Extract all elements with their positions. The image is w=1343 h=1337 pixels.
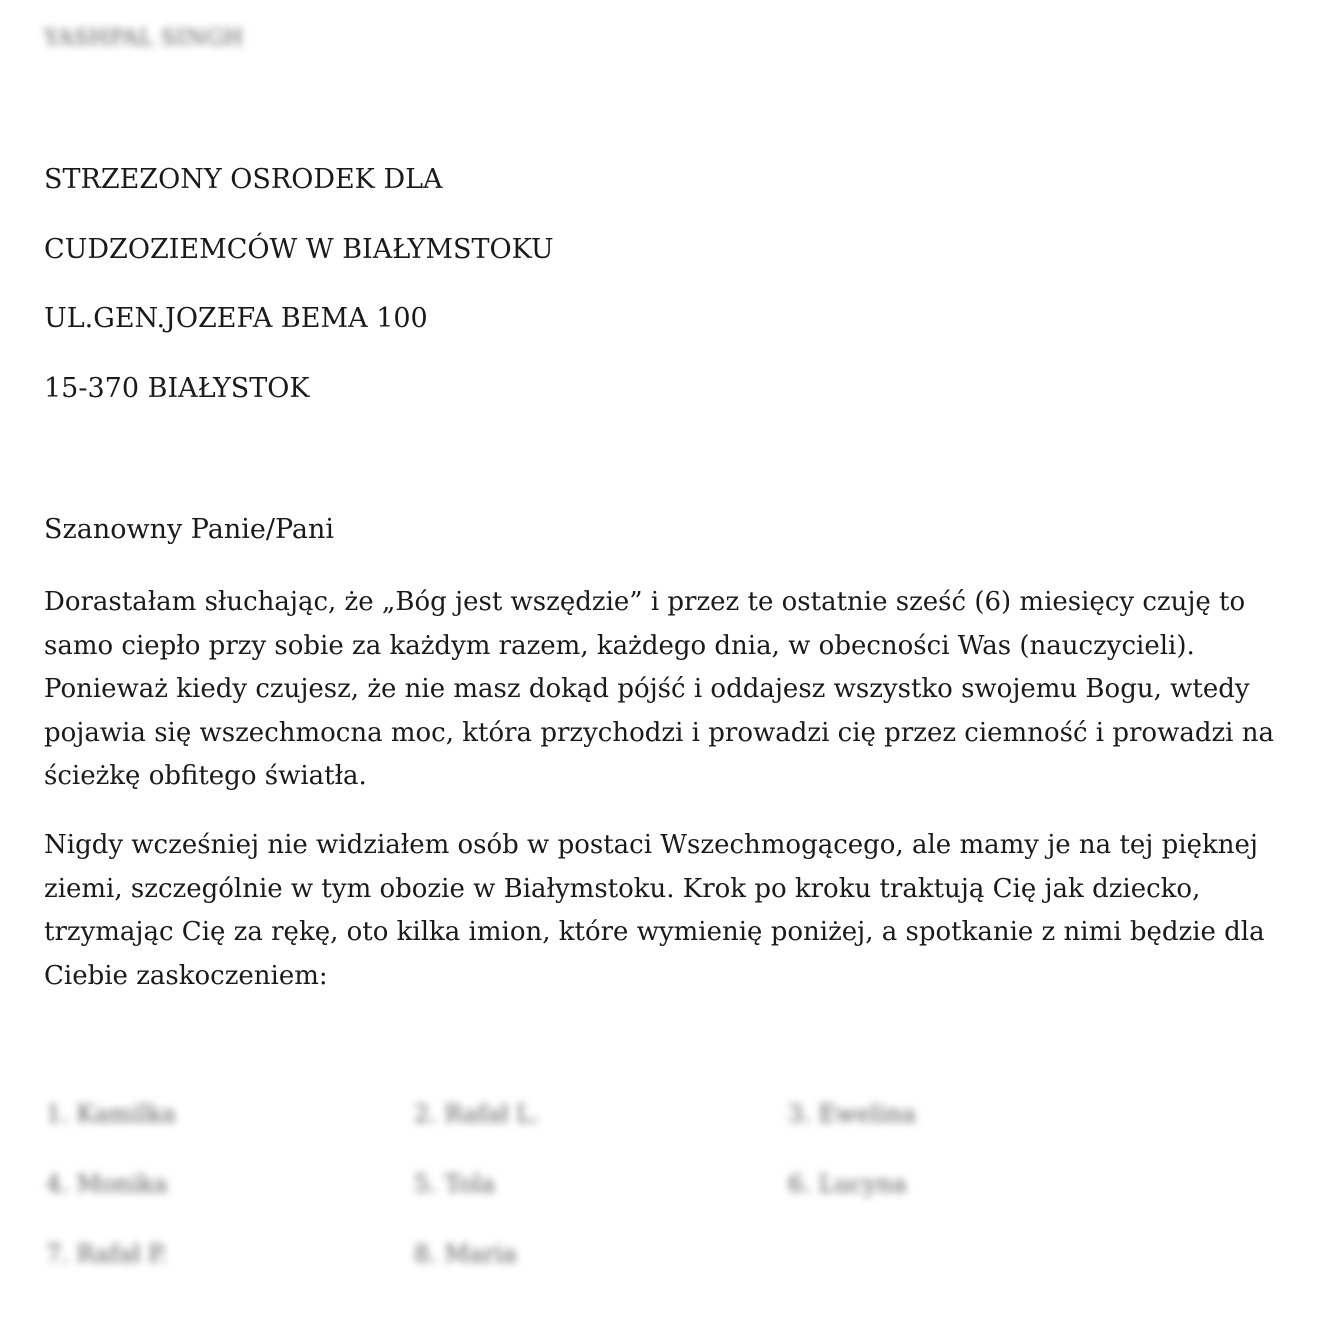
body-paragraph-1: Dorastałam słuchając, że „Bóg jest wszędzie” i przez te ostatnie sześć (6) miesięcy czuję to samo ciepło przy sobie za każdym razem, każdego dnia, w obecności Was (nauczycieli). Ponieważ kiedy czujesz, że nie masz dokąd pójść i oddajesz wszystko swojemu Bogu, wtedy pojawia się wszechmocna moc, która przychodzi i prowadzi cię przez ciemność i prowadzi na ścieżkę obfitego światła. [44,587,1275,791]
recipient-line-2: CUDZOZIEMCÓW W BIAŁYMSTOKU [44,233,554,265]
sender-name: YASHPAL SINGH [44,26,244,51]
name-item: 3. Ewelina [788,1100,916,1128]
recipient-line-1: STRZEZONY OSRODEK DLA [44,164,443,195]
recipient-address [44,162,554,440]
name-item: 8. Maria [414,1240,517,1268]
recipient-line-4: 15-370 BIAŁYSTOK [44,372,310,404]
name-item: 6. Lucyna [788,1170,907,1198]
name-item: 5. Tola [414,1170,496,1198]
names-list [46,1100,1246,1310]
name-item: 2. Rafał L. [414,1100,540,1128]
recipient-line-3: UL.GEN.JOZEFA BEMA 100 [44,303,428,334]
name-item: 1. Kamilka [46,1100,176,1128]
body-paragraph-2: Nigdy wcześniej nie widziałem osób w postaci Wszechmogącego, ale mamy je na tej pięknej ziemi, szczególnie w tym obozie w Białymstoku. Krok po kroku traktują Cię jak dziecko, trzymając Cię za rękę, oto kilka imion, które wymienię poniżej, a spotkanie z nimi będzie dla Ciebie zaskoczeniem: [44,830,1265,991]
name-item: 7. Rafał P. [46,1240,167,1268]
names-row-3 [46,1240,1246,1310]
names-row-1 [46,1100,1246,1170]
names-row-2 [46,1170,1246,1240]
salutation: Szanowny Panie/Pani [44,514,335,545]
name-item: 4. Monika [46,1170,168,1198]
